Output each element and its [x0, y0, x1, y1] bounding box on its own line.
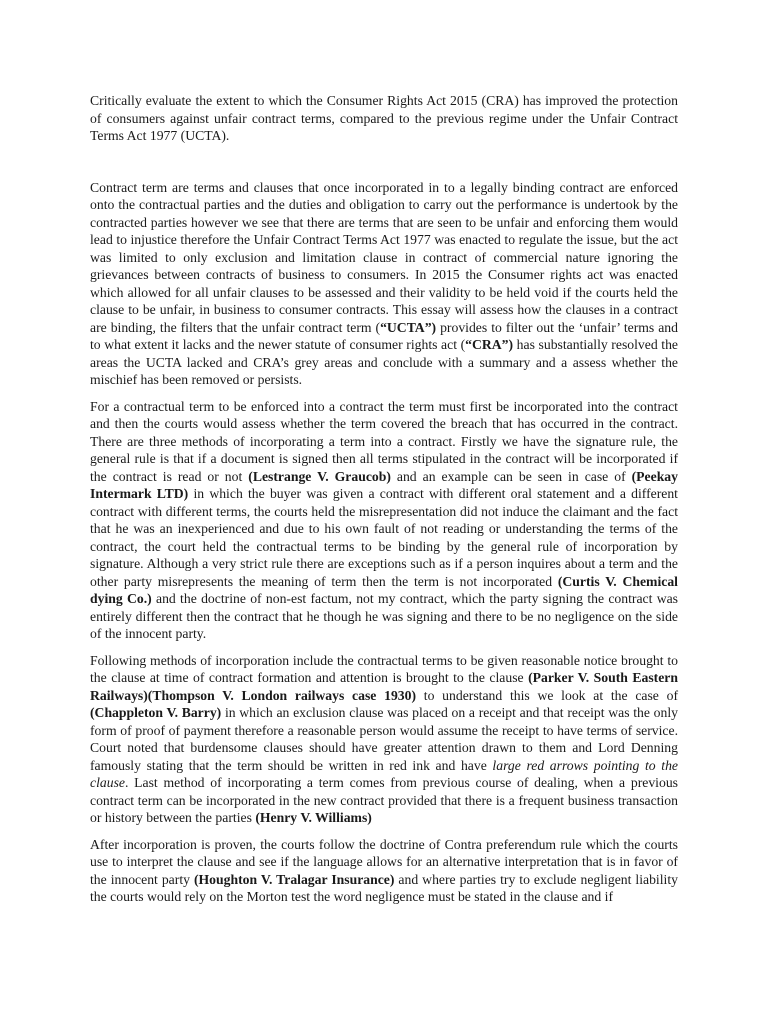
paragraph-text: Contract term are terms and clauses that once incorporated in to a legally binding contract are enforced onto the contractual parties and the duties and obligation to carry out the performance is undertook by the contracted parties however we see that there are terms that are seen to be unfair and enforcing them would lead to injustice therefore the Unfair Contract Terms Act 1977 was enacted to regulate the issue, but the act was limited to only exclusion and limitation clause in contract of commercial nature ignoring the grievances between contracts of business to consumers. In 2015 the Consumer rights act was enacted which allowed for all unfair clauses to be assessed and their validity to be held void if the courts held the clause to be unfair, in business to consumer contracts. This essay will assess how the clauses in a contract are binding, the filters that the unfair contract term ( — [90, 179, 678, 335]
paragraph-text: Following methods of incorporation include the contractual terms to be given reasonable notice brought to the clause at time of contract formation and attention is brought to the clause — [90, 652, 678, 685]
paragraph-text: For a contractual term to be enforced into a contract the term must first be incorporated into the contract and then the courts would assess whether the term covered the breach that has occurred in the contract. There are three methods of incorporating a term into a contract. Firstly we have the signature rule, the general rule is that if a document is signed then all terms stipulated in the contract will be incorporated if the contract is read or not — [90, 398, 678, 484]
paragraph-text: After incorporation is proven, the courts follow the doctrine of Contra preferendum rule which the courts use to interpret the clause and see if the language allows for an alternative interpretation that is in favor of the innocent party — [90, 836, 678, 887]
paragraph-text: and an example can be seen in case of — [390, 468, 632, 484]
paragraph-text: and the doctrine of non-est factum, not my contract, which the party signing the contract was entirely different then the contract that he though he was signing and there to be no negligence on the side of the innocent party. — [90, 591, 678, 641]
essay-question: Critically evaluate the extent to which the Consumer Rights Act 2015 (CRA) has improved the protection of consumers against unfair contract terms, compared to the previous regime under the Unfair Contract Terms Act 1977 (UCTA). — [90, 93, 678, 143]
case-citation: (Henry V. Williams) — [255, 810, 372, 825]
case-citation: (Chappleton V. Barry) — [90, 705, 222, 720]
case-citation: (Houghton V. Tralagar Insurance) — [193, 871, 395, 887]
paragraph-text: provides to filter out the ‘unfair’ terms and to what extent it lacks and the newer statute of consumer rights act ( — [90, 319, 678, 352]
essay-paragraph — [90, 398, 678, 643]
essay-paragraphs — [90, 179, 678, 906]
emphasis-text: large red arrows pointing to the clause — [90, 757, 678, 790]
paragraph-text: in which an exclusion clause was placed on a receipt and that receipt was the only form of proof of payment therefore a reasonable person would assume the receipt to have terms of service. Court noted that burdensome clauses should have greater attention drawn to them and Lord Denning famously stating that the term should be written in red ink and have — [90, 705, 678, 773]
case-citation: “UCTA”) — [380, 319, 437, 335]
essay-paragraph — [90, 652, 678, 827]
case-citation: (Parker V. South Eastern Railways)(Thompson V. London railways case 1930) — [90, 670, 678, 703]
paragraph-text: and where parties try to exclude negligent liability the courts would rely on the Morton test the word negligence must be stated in the clause and if — [90, 871, 678, 904]
document-body — [90, 92, 678, 915]
essay-paragraph — [90, 179, 678, 389]
paragraph-text: in which the buyer was given a contract with different oral statement and a different contract with different terms, the courts held the misrepresentation did not induce the claimant and the fact that he was an inexperienced and due to his own fault of not reading or understanding the terms of the contract, the court held the contractual terms to be binding by the general rule of incorporation by signature. Although a very strict rule there are exceptions such as if a person inquires about a term and the other party misrepresents the meaning of term then the term is not incorporated — [90, 486, 678, 589]
case-citation: (Peekay Intermark LTD) — [90, 468, 678, 501]
paragraph-text: to understand this we look at the case of — [416, 687, 679, 703]
case-citation: “CRA”) — [465, 337, 514, 352]
essay-paragraph — [90, 836, 678, 906]
paragraph-text: has substantially resolved the areas the UCTA lacked and CRA’s grey areas and conclude with a summary and a assess whether the mischief has been removed or persists. — [90, 337, 679, 387]
case-citation: (Lestrange V. Graucob) — [248, 468, 391, 484]
paragraph-text: . Last method of incorporating a term comes from previous course of dealing, when a previous contract term can be incorporated in the new contract provided that there is a frequent business transaction or history between the parties — [90, 775, 678, 825]
case-citation: (Curtis V. Chemical dying Co.) — [90, 573, 678, 606]
